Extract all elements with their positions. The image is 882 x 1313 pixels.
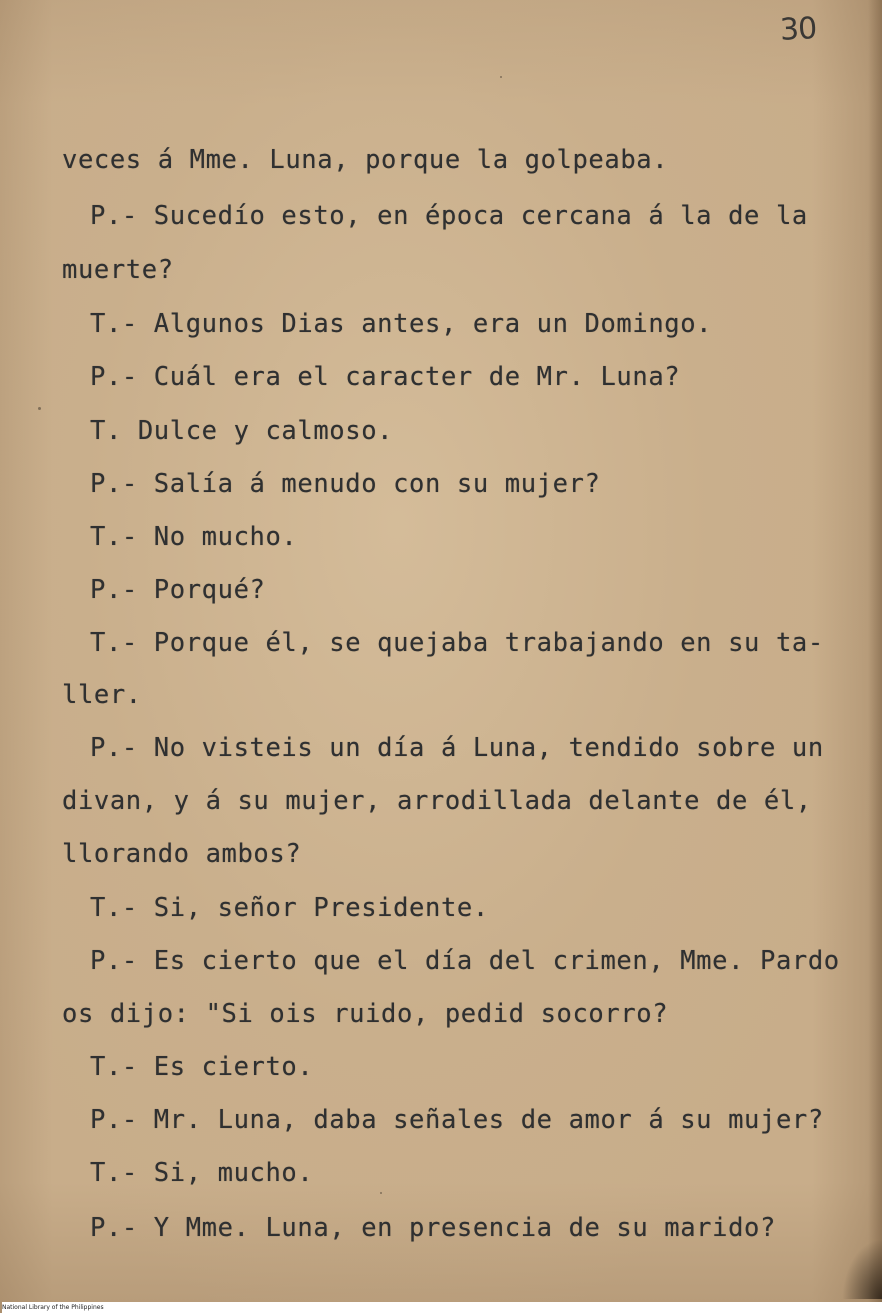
text-line-11: ller. (62, 680, 142, 710)
page-number: 30 (779, 11, 818, 48)
footer-credit: National Library of the Philippines (2, 1302, 882, 1313)
page-edge-shadow (868, 0, 882, 1313)
text-line-21: P.- Y Mme. Luna, en presencia de su marido? (90, 1213, 776, 1243)
text-line-3: muerte? (62, 255, 174, 285)
text-line-2: P.- Sucedío esto, en época cercana á la de la (90, 201, 808, 231)
text-line-20: T.- Si, mucho. (90, 1158, 314, 1188)
text-line-19: P.- Mr. Luna, daba señales de amor á su mujer? (90, 1105, 824, 1135)
text-line-7: P.- Salía á menudo con su mujer? (90, 469, 601, 499)
text-line-8: T.- No mucho. (90, 522, 298, 552)
text-line-1: veces á Mme. Luna, porque la golpeaba. (62, 145, 669, 175)
text-line-9: P.- Porqué? (90, 575, 266, 605)
text-line-4: T.- Algunos Dias antes, era un Domingo. (90, 309, 713, 339)
paper-speck (500, 76, 502, 78)
text-line-16: P.- Es cierto que el día del crimen, Mme. Pardo (90, 946, 840, 976)
text-line-5: P.- Cuál era el caracter de Mr. Luna? (90, 362, 681, 392)
text-line-12: P.- No visteis un día á Luna, tendido sobre un (90, 733, 824, 763)
text-line-10: T.- Porque él, se quejaba trabajando en su ta- (90, 628, 824, 658)
paper-speck (38, 407, 41, 410)
text-line-6: T. Dulce y calmoso. (90, 416, 394, 446)
page-corner-shadow (842, 1239, 882, 1299)
text-line-17: os dijo: "Si ois ruido, pedid socorro? (62, 999, 669, 1029)
text-line-13: divan, y á su mujer, arrodillada delante de él, (62, 786, 812, 816)
paper-speck (380, 1192, 382, 1194)
text-line-14: llorando ambos? (62, 839, 302, 869)
text-line-15: T.- Si, señor Presidente. (90, 893, 489, 923)
text-line-18: T.- Es cierto. (90, 1052, 314, 1082)
